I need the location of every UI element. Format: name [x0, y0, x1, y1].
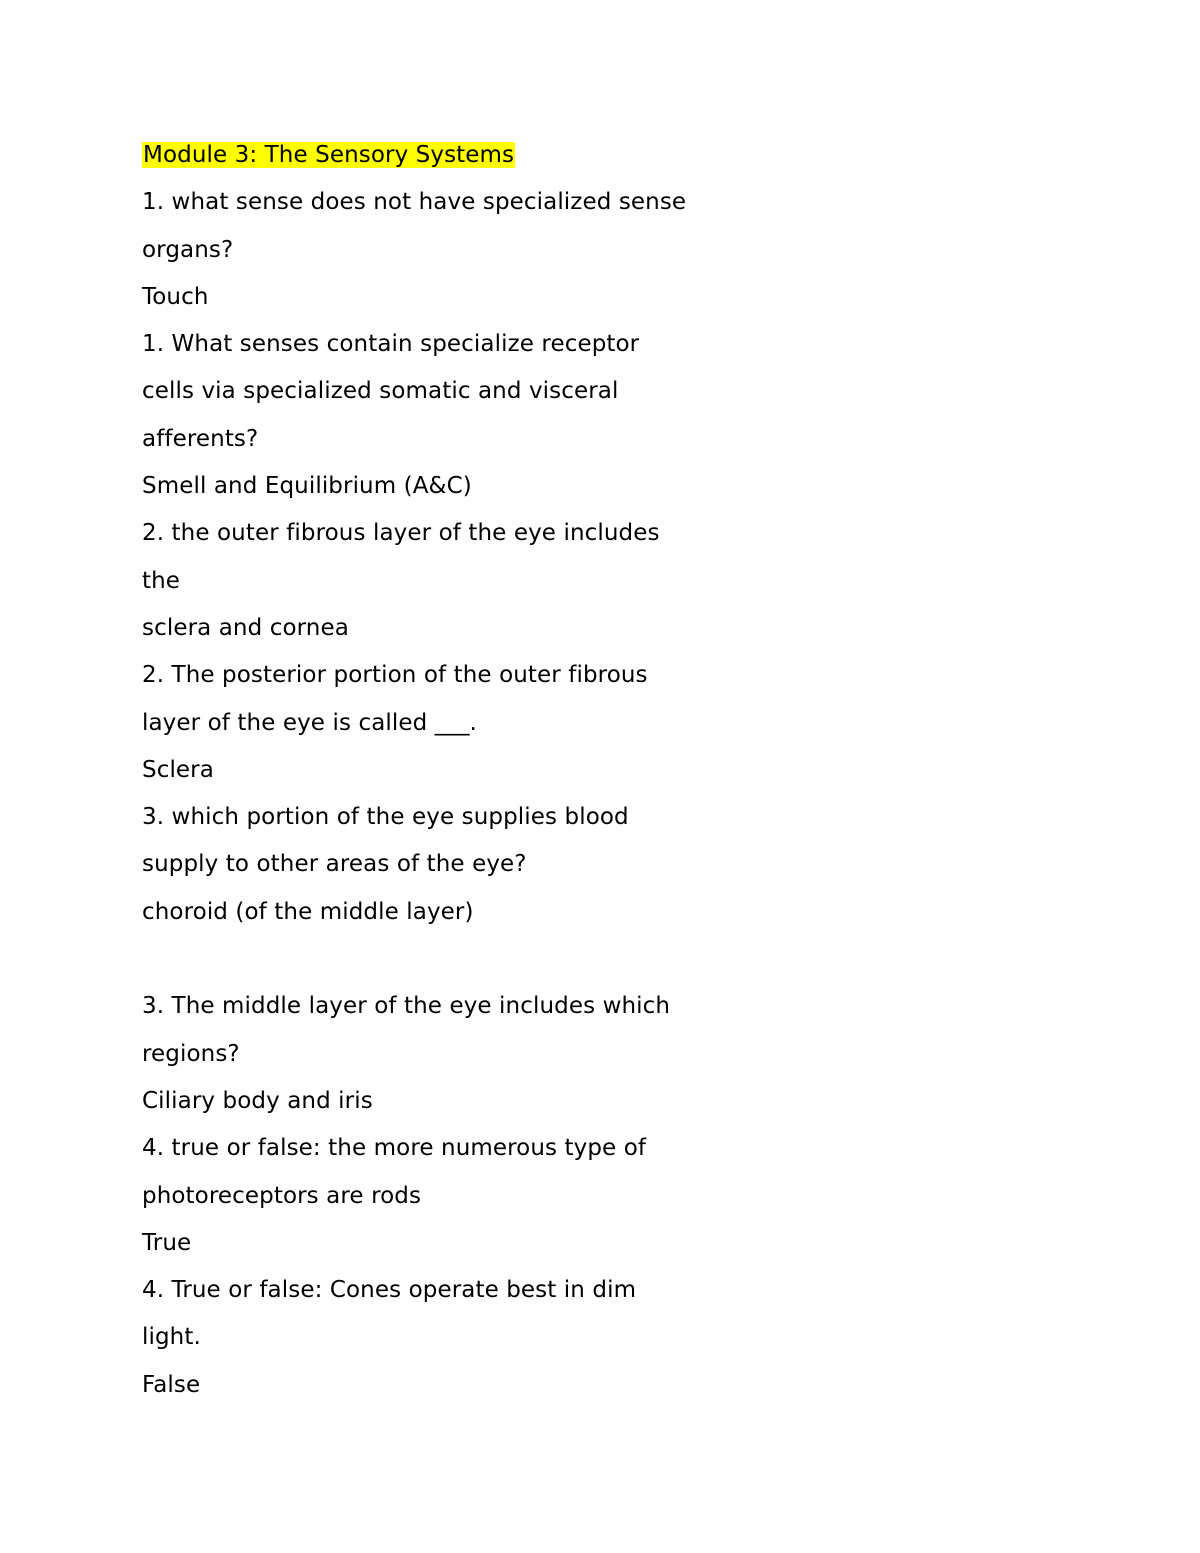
document-body — [142, 132, 762, 1409]
question-2a-cont: the — [142, 567, 181, 594]
answer-4a: True — [142, 1229, 192, 1256]
answer-2a: sclera and cornea — [142, 614, 349, 641]
question-1a-cont: organs? — [142, 236, 234, 263]
question-4b: 4. True or false: Cones operate best in dim — [142, 1277, 637, 1304]
question-1b-cont: cells via specialized somatic and visceral — [142, 378, 619, 405]
question-2b-cont: layer of the eye is called ___. — [142, 709, 477, 736]
question-4a-cont: photoreceptors are rods — [142, 1182, 422, 1209]
question-3a-cont: supply to other areas of the eye? — [142, 851, 527, 878]
question-1b-cont-2: afferents? — [142, 425, 259, 452]
answer-1b: Smell and Equilibrium (A&C) — [142, 473, 472, 500]
answer-1a: Touch — [142, 283, 209, 310]
question-3b-cont: regions? — [142, 1040, 240, 1067]
answer-3a: choroid (of the middle layer) — [142, 898, 474, 925]
question-3a: 3. which portion of the eye supplies blood — [142, 804, 629, 831]
blank-line — [142, 936, 762, 983]
question-3b: 3. The middle layer of the eye includes which — [142, 993, 671, 1020]
question-4b-cont: light. — [142, 1324, 201, 1351]
question-2a: 2. the outer fibrous layer of the eye includes — [142, 520, 660, 547]
answer-4b: False — [142, 1371, 201, 1398]
question-1a: 1. what sense does not have specialized sense — [142, 189, 687, 216]
answer-2b: Sclera — [142, 756, 214, 783]
answer-3b: Ciliary body and iris — [142, 1087, 373, 1114]
question-1b: 1. What senses contain specialize receptor — [142, 331, 640, 358]
title-line — [142, 132, 762, 179]
document-title: Module 3: The Sensory Systems — [143, 142, 515, 168]
question-4a: 4. true or false: the more numerous type of — [142, 1135, 647, 1162]
question-2b: 2. The posterior portion of the outer fibrous — [142, 662, 648, 689]
